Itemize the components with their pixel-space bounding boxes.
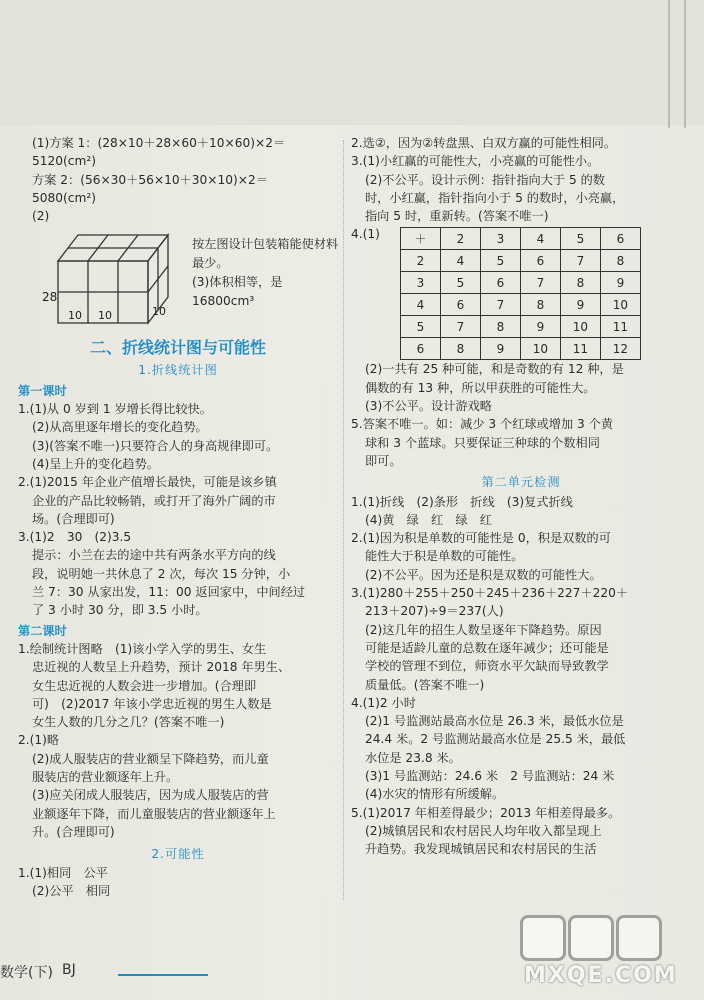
answer-line: 按左图设计包装箱能使材料最少。: [192, 237, 339, 271]
table-cell: 9: [560, 294, 600, 316]
answer-line: (3)体积相等，是16800cm³: [192, 275, 283, 309]
site-watermark-logo: [520, 915, 700, 995]
footer-rule: [118, 974, 208, 976]
table-cell: 10: [600, 294, 640, 316]
table-cell: ＋: [400, 228, 440, 250]
watermark-glyph: [616, 915, 662, 961]
table-cell: 10: [560, 316, 600, 338]
answer-line: (2)1 号监测站最高水位是 26.3 米，最低水位是: [365, 714, 624, 729]
answer-line: 女生人数的几分之几？(答案不唯一): [32, 715, 225, 730]
answer-line: 5.答案不唯一。如：减少 3 个红球或增加 3 个黄: [351, 417, 614, 432]
answer-line: 213＋207)÷9＝237(人): [365, 604, 504, 619]
table-cell: 8: [520, 294, 560, 316]
answer-line: 段，说明她一共休息了 2 次，每次 15 分钟，小: [32, 566, 291, 581]
answer-line: 服装店的营业额逐年上升。: [32, 770, 179, 785]
answer-line: 24.4 米。2 号监测站最高水位是 25.5 米，最低: [365, 732, 626, 747]
table-cell: 6: [520, 250, 560, 272]
table-cell: 8: [600, 250, 640, 272]
answer-line: 1.(1)相同 公平: [18, 865, 108, 880]
table-cell: 8: [560, 272, 600, 294]
box-label: 28: [42, 290, 58, 305]
answer-line: 可) (2)2017 年该小学忠近视的男生人数是: [32, 696, 272, 711]
answer-line: 1.绘制统计图略 (1)该小学入学的男生、女生: [18, 641, 267, 656]
answer-line: 1.(1)折线 (2)条形 折线 (3)复式折线: [351, 494, 573, 509]
table-cell: 6: [600, 228, 640, 250]
table-row: [400, 228, 640, 250]
answer-line: 业额逐年下降，而儿童服装店的营业额逐年上: [32, 806, 276, 821]
answer-line: (2)这几年的招生人数呈逐年下降趋势。原因: [365, 622, 602, 637]
table-cell: 3: [400, 272, 440, 294]
table-cell: 9: [520, 316, 560, 338]
answer-line: (2)从高里逐年增长的变化趋势。: [32, 420, 208, 435]
answer-line: 女生忠近视的人数会进一步增加。(合理即: [32, 678, 257, 693]
table-cell: 5: [440, 272, 480, 294]
lesson-heading: 第二课时: [18, 623, 67, 638]
answer-line: (2)不公平。因为还是积是双数的可能性大。: [365, 567, 602, 582]
table-cell: 6: [440, 294, 480, 316]
lesson-heading: 第一课时: [18, 383, 67, 398]
answer-line: 场。(合理即可): [32, 511, 115, 526]
answer-line: 水位是 23.8 米。: [365, 750, 461, 765]
left-column: [18, 134, 338, 900]
subsection-title: 2.可能性: [151, 847, 205, 862]
box-label: 10: [98, 309, 112, 323]
answer-line: 升。(合理即可): [32, 824, 115, 839]
table-cell: 6: [400, 338, 440, 360]
answer-line: 企业的产品比较畅销，或打开了海外广阔的市: [32, 493, 276, 508]
answer-line: 3.(1)小红赢的可能性大，小亮赢的可能性小。: [351, 154, 600, 169]
table-cell: 7: [520, 272, 560, 294]
table-cell: 11: [560, 338, 600, 360]
answer-line: (1)方案 1：(28×10＋28×60＋10×60)×2＝: [32, 136, 286, 150]
footer-subject: 数学(下): [0, 965, 53, 981]
answer-line: 2.(1)略: [18, 733, 60, 748]
answer-line: 学校的管理不到位，师资水平欠缺而导致教学: [365, 659, 609, 674]
answer-line: (2)城镇居民和农村居民人均年收入都呈现上: [365, 823, 602, 838]
box-diagram: [40, 231, 190, 331]
answer-line: 偶数的有 13 种，所以甲获胜的可能性大。: [365, 380, 596, 395]
table-cell: 5: [480, 250, 520, 272]
answer-line: 即可。: [365, 453, 402, 468]
box-diagram-note: [192, 235, 342, 311]
box-label: 10: [68, 309, 82, 323]
right-column: [351, 134, 691, 859]
answer-line: 球和 3 个蓝球。只要保证三种球的个数相同: [365, 435, 600, 450]
answer-line: (4)黄 绿 红 绿 红: [365, 512, 492, 527]
table-cell: 12: [600, 338, 640, 360]
answer-line: (3)应关闭成人服装店，因为成人服装店的营: [32, 788, 269, 803]
answer-line: 了 3 小时 30 分，即 3.5 小时。: [32, 603, 208, 618]
table-row: [400, 294, 640, 316]
sum-table: [400, 227, 641, 360]
sum-table-block: [351, 225, 691, 360]
page-edge-line: [684, 0, 686, 128]
answer-line: (3)不公平。设计游戏略: [365, 399, 492, 414]
box-diagram-block: [18, 225, 338, 333]
answer-line: 4.(1): [351, 227, 380, 242]
answer-line: (4)呈上升的变化趋势。: [32, 456, 159, 471]
table-cell: 4: [520, 228, 560, 250]
table-cell: 5: [560, 228, 600, 250]
answer-line: 质量低。(答案不唯一): [365, 677, 485, 692]
watermark-glyph: [568, 915, 614, 961]
answer-line: 2.选②，因为②转盘黑、白双方赢的可能性相同。: [351, 136, 617, 150]
table-cell: 9: [480, 338, 520, 360]
table-cell: 6: [480, 272, 520, 294]
watermark-text: MXQE.COM: [524, 963, 678, 988]
answer-line: 5.(1)2017 年相差得最少；2013 年相差得最多。: [351, 805, 621, 820]
answer-line: 1.(1)从 0 岁到 1 岁增长得比较快。: [18, 402, 212, 417]
box-label: 10: [152, 305, 166, 319]
answer-line: 2.(1)因为积是单数的可能性是 0，积是双数的可: [351, 531, 611, 546]
answer-line: 2.(1)2015 年企业产值增长最快，可能是该乡镇: [18, 475, 277, 490]
answer-line: 指向 5 时，重新转。(答案不唯一): [365, 209, 549, 224]
answer-line: (2)不公平。设计示例：指针指向大于 5 的数: [365, 172, 605, 187]
table-cell: 7: [480, 294, 520, 316]
answer-line: 兰 7：30 从家出发，11：00 返回家中，中间经过: [32, 585, 306, 600]
table-cell: 7: [440, 316, 480, 338]
table-row: [400, 338, 640, 360]
page-top-blank: [0, 0, 704, 125]
answer-line: (4)水灾的情形有所缓解。: [365, 787, 505, 802]
table-cell: 8: [440, 338, 480, 360]
answer-line: 5120(cm²): [32, 154, 96, 169]
footer-edition: BJ: [62, 962, 76, 978]
table-row: [400, 272, 640, 294]
answer-line: (2)一共有 25 种可能，和是奇数的有 12 种，是: [365, 362, 624, 377]
answer-line: 方案 2：(56×30＋56×10＋30×10)×2＝: [32, 172, 268, 187]
table-cell: 7: [560, 250, 600, 272]
answer-line: (2)成人服装店的营业额呈下降趋势，而儿童: [32, 751, 269, 766]
answer-line: 3.(1)280＋255＋250＋245＋236＋227＋220＋: [351, 586, 629, 601]
answer-line: 忠近视的人数呈上升趋势，预计 2018 年男生、: [32, 660, 291, 675]
answer-line: 可能是适龄儿童的总数在逐年减少；还可能是: [365, 640, 609, 655]
table-cell: 3: [480, 228, 520, 250]
answer-line: (2)公平 相同: [32, 883, 111, 898]
answer-line: 提示：小兰在去的途中共有两条水平方向的线: [32, 548, 276, 563]
answer-line: (3)1 号监测站：24.6 米 2 号监测站：24 米: [365, 769, 615, 784]
table-row: [400, 250, 640, 272]
answer-line: 5080(cm²): [32, 190, 96, 205]
table-row: [400, 316, 640, 338]
table-cell: 4: [440, 250, 480, 272]
answer-line: 时，小红赢，指针指向小于 5 的数时，小亮赢，: [365, 190, 625, 205]
answer-line: 升趋势。我发现城镇居民和农村居民的生活: [365, 842, 597, 857]
table-cell: 5: [400, 316, 440, 338]
table-cell: 2: [440, 228, 480, 250]
column-divider: [343, 140, 344, 900]
table-cell: 2: [400, 250, 440, 272]
table-cell: 11: [600, 316, 640, 338]
answer-line: (2): [32, 209, 50, 224]
answer-line: (3)(答案不唯一)只要符合人的身高规律即可。: [32, 438, 279, 453]
table-cell: 10: [520, 338, 560, 360]
subsection-title: 1.折线统计图: [138, 363, 218, 378]
answer-line: 4.(1)2 小时: [351, 695, 416, 710]
unit-test-title: 第二单元检测: [481, 475, 561, 490]
watermark-glyph: [520, 915, 566, 961]
answer-line: 3.(1)2 30 (2)3.5: [18, 530, 132, 545]
table-cell: 9: [600, 272, 640, 294]
table-cell: 8: [480, 316, 520, 338]
section-title: 二、折线统计图与可能性: [89, 338, 266, 358]
answer-line: 能性大于积是单数的可能性。: [365, 549, 524, 564]
table-cell: 4: [400, 294, 440, 316]
page-edge-line: [668, 0, 670, 128]
